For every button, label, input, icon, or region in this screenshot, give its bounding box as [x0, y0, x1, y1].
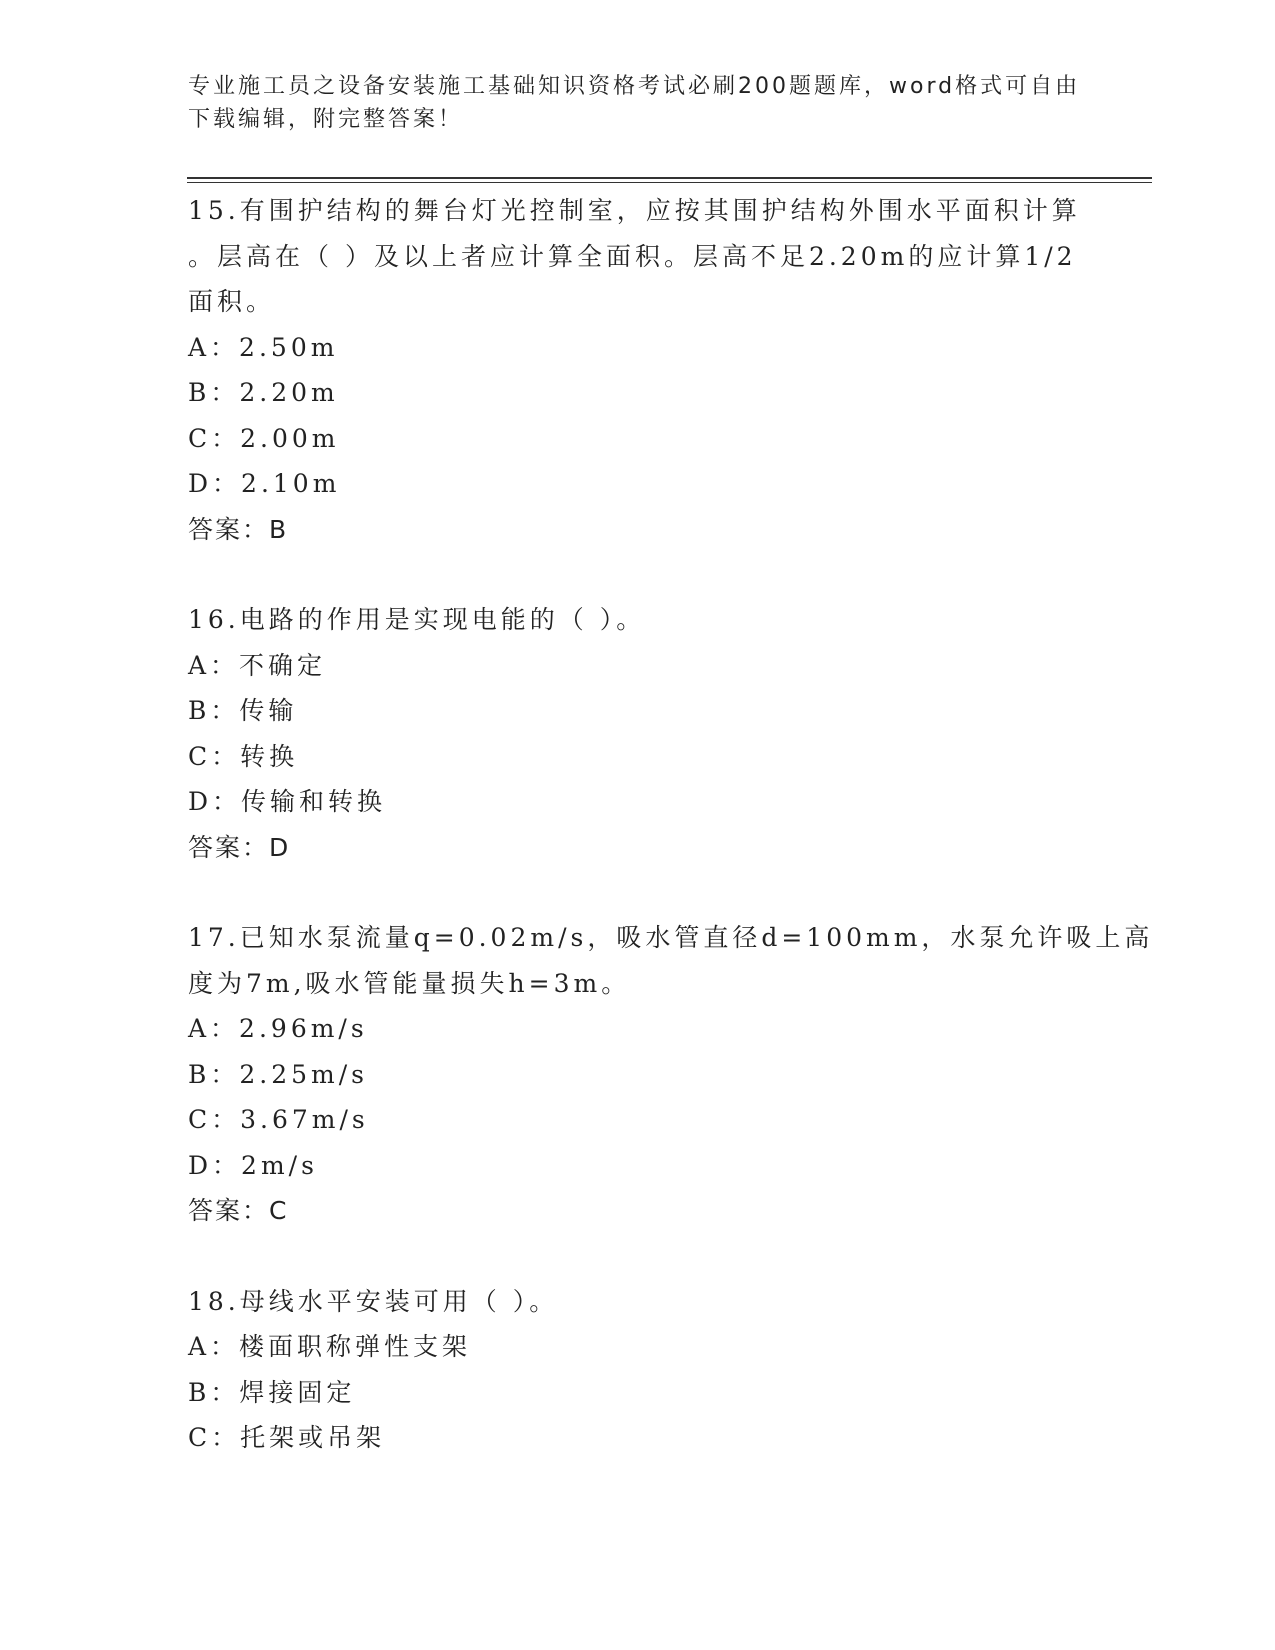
- question-stem-line: 17.已知水泵流量q=0.02m/s，吸水管直径d=100mm，水泵允许吸上高: [188, 923, 1154, 952]
- answer-line: 答案：C: [188, 1196, 289, 1225]
- option-d: D：传输和转换: [188, 787, 387, 816]
- question-stem-line: 。层高在（ ）及以上者应计算全面积。层高不足2.20m的应计算1/2: [188, 241, 1077, 271]
- question-stem-line: 面积。: [188, 287, 276, 316]
- question-block: [188, 915, 1154, 1279]
- document-header: 专业施工员之设备安装施工基础知识资格考试必刷200题题库，word格式可自由下载编辑，附完整答案！: [188, 74, 1081, 132]
- option-c: C：2.00m: [188, 423, 340, 453]
- option-a: A：2.50m: [188, 332, 339, 362]
- option-b: B：2.20m: [188, 378, 339, 407]
- option-a: A：2.96m/s: [188, 1014, 368, 1043]
- header-divider-thin: [187, 182, 1152, 183]
- option-a: A：楼面职称弹性支架: [188, 1332, 472, 1361]
- answer-line: 答案：B: [188, 514, 289, 544]
- question-stem-line: 18.母线水平安装可用（ ）。: [188, 1286, 559, 1316]
- question-block: [188, 1279, 1088, 1461]
- question-list: [188, 188, 1154, 1461]
- header-divider: [187, 177, 1152, 179]
- question-spacer: [188, 552, 1088, 597]
- question-spacer: [188, 1234, 1088, 1279]
- option-d: D：2.10m: [188, 469, 341, 498]
- answer-line: 答案：D: [188, 832, 291, 862]
- question-spacer: [188, 870, 1088, 915]
- option-b: B：焊接固定: [188, 1377, 356, 1407]
- question-stem-line: 16.电路的作用是实现电能的（ ）。: [188, 605, 646, 634]
- option-d: D：2m/s: [188, 1150, 318, 1180]
- option-a: A：不确定: [188, 650, 327, 680]
- question-block: [188, 188, 1088, 597]
- question-stem-line: 度为7m,吸水管能量损失h=3m。: [188, 968, 631, 998]
- option-b: B：2.25m/s: [188, 1059, 368, 1089]
- question-block: [188, 597, 1088, 915]
- option-c: C：转换: [188, 741, 299, 771]
- option-c: C：3.67m/s: [188, 1105, 369, 1134]
- option-c: C：托架或吊架: [188, 1423, 386, 1452]
- question-stem-line: 15.有围护结构的舞台灯光控制室，应按其围护结构外围水平面积计算: [188, 196, 1081, 225]
- option-b: B：传输: [188, 696, 298, 725]
